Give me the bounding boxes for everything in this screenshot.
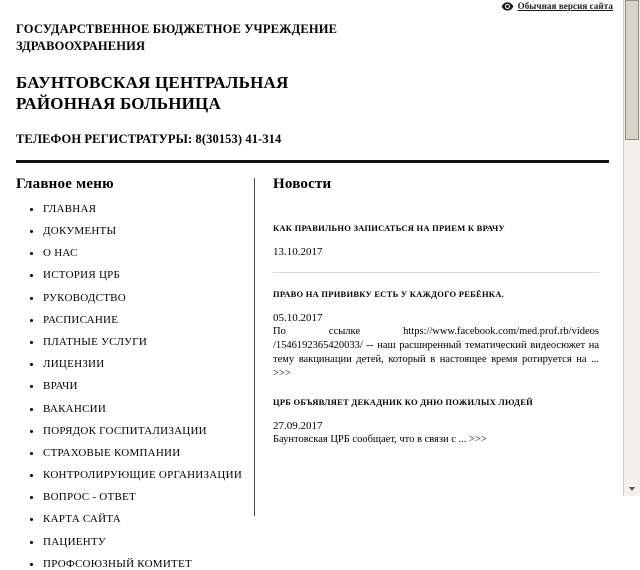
news-item <box>273 397 599 447</box>
menu-item-dokumenty[interactable]: ДОКУМЕНТЫ <box>30 226 254 237</box>
accessibility-version-label: Обычная версия сайта <box>517 1 613 11</box>
menu-item-vakansii[interactable]: ВАКАНСИИ <box>30 404 254 415</box>
menu-item-istoriya-crb[interactable]: ИСТОРИЯ ЦРБ <box>30 270 254 281</box>
content-columns <box>0 175 623 570</box>
main-menu-list <box>16 204 254 570</box>
news-item <box>273 289 599 381</box>
organization-name-line1: ГОСУДАРСТВЕННОЕ БЮДЖЕТНОЕ УЧРЕЖДЕНИЕ <box>16 22 338 36</box>
news-item-date: 13.10.2017 <box>273 246 323 258</box>
header-divider <box>16 160 609 163</box>
menu-item-vrachi[interactable]: ВРАЧИ <box>30 381 254 392</box>
menu-item-pacientu[interactable]: ПАЦИЕНТУ <box>30 537 254 548</box>
organization-name-line2: ЗДРАВООХРАНЕНИЯ <box>16 38 146 53</box>
menu-item-strahovye-kompanii[interactable]: СТРАХОВЫЕ КОМПАНИИ <box>30 448 254 459</box>
news-column <box>255 176 623 516</box>
scrollbar-down-button[interactable] <box>625 482 639 496</box>
main-menu-column <box>0 175 254 570</box>
menu-item-vopros-otvet[interactable]: ВОПРОС - ОТВЕТ <box>30 492 254 503</box>
chevron-down-icon <box>629 487 635 491</box>
menu-item-profsoyuznyj-komitet[interactable]: ПРОФСОЮЗНЫЙ КОМИТЕТ <box>30 559 254 570</box>
hospital-name-line2: РАЙОННАЯ БОЛЬНИЦА <box>16 94 221 114</box>
menu-item-kontroliruyushchie-organizacii[interactable]: КОНТРОЛИРУЮЩИЕ ОРГАНИЗАЦИИ <box>30 470 254 481</box>
site-header <box>0 13 623 147</box>
accessibility-bar <box>0 0 623 13</box>
menu-item-karta-sajta[interactable]: КАРТА САЙТА <box>30 514 254 525</box>
menu-item-platnye-uslugi[interactable]: ПЛАТНЫЕ УСЛУГИ <box>30 337 254 348</box>
news-item-text: Баунтовская ЦРБ сообщает, что в связи с ... >>> <box>273 433 487 445</box>
news-item-title[interactable]: ПРАВО НА ПРИВИВКУ ЕСТЬ У КАЖДОГО РЕБЁНКА. <box>273 289 504 299</box>
menu-item-glavnaya[interactable]: ГЛАВНАЯ <box>30 204 254 215</box>
registry-phone: ТЕЛЕФОН РЕГИСТРАТУРЫ: 8(30153) 41-314 <box>16 131 282 146</box>
organization-name <box>16 21 623 54</box>
vertical-scrollbar[interactable] <box>623 0 640 496</box>
news-item-text: По ссылке https://www.facebook.com/med.prof.rb/videos /1546192365420033/ -- наш расширенный тематический видеосюжет на тему вакцинации детей, который в настоящее время ротируется на ... >>> <box>273 326 599 379</box>
news-item-date: 05.10.2017 <box>273 312 323 325</box>
menu-item-rukovodstvo[interactable]: РУКОВОДСТВО <box>30 293 254 304</box>
scrollbar-thumb[interactable] <box>625 0 639 140</box>
accessibility-version-link[interactable] <box>501 2 613 11</box>
menu-item-licenzii[interactable]: ЛИЦЕНЗИИ <box>30 359 254 370</box>
main-menu-title: Главное меню <box>16 175 114 192</box>
news-item-title[interactable]: КАК ПРАВИЛЬНО ЗАПИСАТЬСЯ НА ПРИЕМ К ВРАЧУ <box>273 222 505 233</box>
menu-item-raspisanie[interactable]: РАСПИСАНИЕ <box>30 315 254 326</box>
news-title: Новости <box>273 175 332 192</box>
menu-item-o-nas[interactable]: О НАС <box>30 248 254 259</box>
news-item <box>273 223 599 258</box>
eye-icon <box>501 2 514 11</box>
menu-item-poryadok-gospitalizacii[interactable]: ПОРЯДОК ГОСПИТАЛИЗАЦИИ <box>30 426 254 437</box>
hospital-name-line1: БАУНТОВСКАЯ ЦЕНТРАЛЬНАЯ <box>16 73 289 92</box>
hospital-name <box>16 72 623 115</box>
news-item-title[interactable]: ЦРБ ОБЪЯВЛЯЕТ ДЕКАДНИК КО ДНЮ ПОЖИЛЫХ ЛЮДЕЙ <box>273 396 534 407</box>
news-item-date: 27.09.2017 <box>273 419 323 432</box>
